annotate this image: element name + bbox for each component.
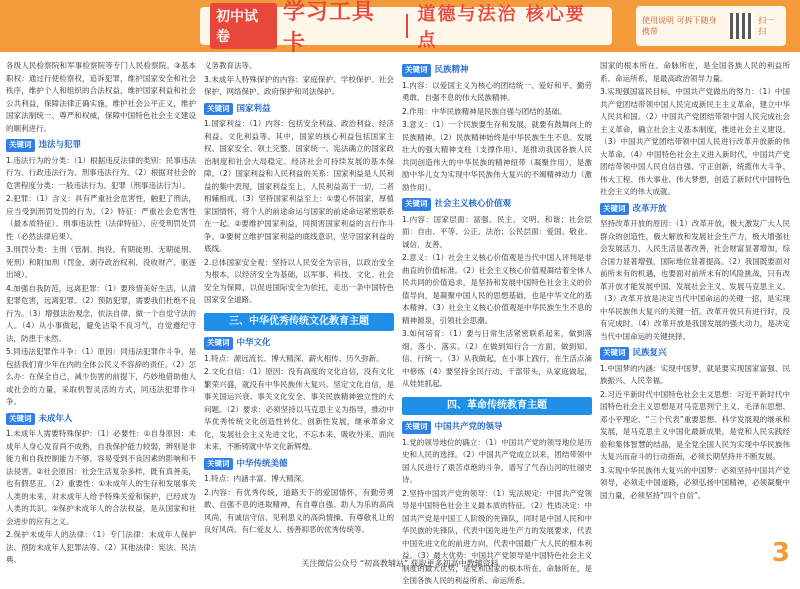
qr-caption: 使用说明 可拆下随身携带 (642, 16, 717, 36)
column-3 (402, 60, 592, 589)
paragraph: 3.实现中华民族伟大复兴的中国梦：必须坚持中国共产党领导，必须走中国道路，必须弘扬中国精神，必须凝聚中国力量，必须坚持“四个自信”。 (600, 465, 790, 500)
page-number: 3 (771, 538, 790, 568)
paragraph: 3.未成年人特殊保护的内容：家庭保护、学校保护、社会保护、网络保护、政府保护和司法保护。 (204, 74, 394, 96)
section-title: 中国共产党的领导 (434, 422, 503, 432)
section-title: 未成年人 (38, 413, 73, 424)
paragraph: 1.国家利益：（1）内容：包括安全利益、政治利益、经济利益、文化利益等。其中，国家的核心利益包括国家主权、国家安全、领土完整、国家统一、宪法确立的国家政治制度和社会大局稳定、经济社会可持续发展的基本保障。（2）国家利益和人民利益的关系：国家利益是人民利益的集中表现，国家利益至上，人民利益高于一切，二者相辅相成。（3）坚持国家利益至上：①要心怀国家，厚植家国情怀，将个人的前途命运与国家的前途命运紧密联系在一起。②要维护国家利益，同损害国家利益的言行作斗争。③要树立维护国家利益的底线意识，坚守国家利益的底线。 (204, 119, 394, 253)
keyword-tag: 关键词 (600, 203, 629, 216)
title-divider (406, 14, 408, 38)
paragraph: 2.文化自信：（1）原因：没有高度的文化自信，没有文化繁荣兴盛，就没有中华民族伟大复兴。坚定文化自信，是事关国运兴衰、事关文化安全、事关民族精神独立性的大问题。（2）要求：必须坚持以马克思主义为指导，推动中华优秀传统文化创造性转化、创新性发展，继承革命文化，发展社会主义先进文化，不忘本来、吸收外来、面向未来，不断铸就中华文化新辉煌。 (204, 367, 394, 451)
section-title: 改革开放 (632, 203, 667, 214)
section-title: 中华传统美德 (236, 458, 288, 469)
qr-label: 扫一扫 (758, 16, 775, 36)
column-2 (204, 60, 394, 538)
section-heading (204, 103, 394, 116)
paragraph: 1.特点：源远流长、博大精深、薪火相传、历久弥新。 (204, 353, 384, 363)
paragraph: 5.同违法犯罪作斗争：（1）原因：同违法犯罪作斗争，是包括我们青少年在内的全体公民义不容辞的责任。（2）怎么办：在保全自己，减少伤害的前提下，巧妙地借助他人或社会的力量，采取机智灵活的方式，同违法犯罪作斗争。 (6, 347, 196, 406)
paragraph: 2.坚持中国共产党的领导：（1）宪法规定：中国共产党领导是中国特色社会主义最本质的特征。（2）性质决定：中国共产党是中国工人阶级的先锋队，同时是中国人民和中华民族的先锋队，代表中国先进生产力的发展要求，代表中国先进文化的前进方向，代表中国最广大人民的根本利益。（3）最大优势：中国共产党领导是中国特色社会主义制度的最大优势，是党和国家的根本所在、命脉所在，是全国各族人民的利益所系、命运所系。 (402, 488, 592, 585)
keyword-tag: 关键词 (6, 413, 35, 426)
paragraph: 1.特点：内涵丰富、博大精深。 (204, 474, 309, 483)
section-heading (402, 198, 592, 211)
paragraph: 1.内容：以爱国主义为核心的团结统一、爱好和平、勤劳勇敢、自强不息的伟大民族精神。 (402, 80, 592, 102)
column-1 (6, 60, 196, 568)
section-heading (204, 458, 394, 471)
paragraph: 2.保护未成年人的法律：（1）专门法律：未成年人保护法、预防未成年人犯罪法等。（2）其他法律：宪法、民法典、 (6, 530, 196, 564)
keyword-tag: 关键词 (402, 421, 431, 434)
section-heading (600, 347, 790, 360)
section-title: 民族精神 (434, 65, 469, 75)
qr-box (636, 6, 786, 46)
section-title: 民族复兴 (632, 348, 667, 358)
qr-code-icon (730, 13, 754, 39)
section-title: 国家利益 (236, 103, 271, 114)
theme-banner: 三、中华优秀传统文化教育主题 (204, 313, 394, 332)
keyword-tag: 关键词 (600, 347, 629, 360)
paragraph: 2.犯罪：（1）含义：具有严重社会危害性，触犯了刑法，应当受到刑罚处罚的行为。（2）特征：严重社会危害性（最本质特征）、刑事违法性（法律特征）、应受刑罚处罚性（必然法律后果）。 (6, 194, 196, 241)
footer-note: 关注微信公众号 “初高教辅站” 获取更多初高中教辅资料 (301, 559, 499, 568)
paragraph: 坚持改革开放的原因：（1）改革开放，极大激发广大人民群众的创造性，极大解放和发展社会生产力，极大增强社会发展活力，人民生活显著改善，社会财富显著增加，综合国力显著增强，国际地位显著提高。（2）我国既要面对前所未有的机遇，也要面对前所未有的风险挑战，只有改革开放才能发展中国、发展社会主义、发展马克思主义。（3）改革开放是决定当代中国命运的关键一招，是实现中华民族伟大复兴的关键一招。改革开放只有进行时，没有完成时。（4）改革开放是我国发展的强大动力，是决定当代中国命运的关键抉择。 (600, 219, 790, 341)
section-heading (6, 139, 196, 152)
section-title: 中华文化 (236, 338, 271, 348)
paragraph: 2.总体国家安全观：坚持以人民安全为宗旨，以政治安全为根本，以经济安全为基础，以军事、科技、文化、社会安全为保障，以促进国际安全为依托，走出一条中国特色国家安全道路。 (204, 257, 394, 304)
section-heading (402, 64, 592, 77)
section-heading (600, 203, 790, 216)
paragraph: 3.刑罚分类：主刑（管制、拘役、有期徒刑、无期徒刑、死刑）和附加刑（罚金、剥夺政治权利、没收财产、驱逐出境）。 (6, 245, 196, 279)
paragraph: 3.如何培育：（1）要与日常生活紧密联系起来，做到落细、落小、落实。（2）在做到知行合一方面，做到知、信、行统一。（3）从我做起，在小事上践行，在生活点滴中修炼（4）要坚持全民行动、干部带头，从家庭做起，从娃娃抓起。 (402, 329, 592, 388)
keyword-tag: 关键词 (204, 458, 233, 471)
paragraph: 2.作用：中华民族精神是民族自强与团结的基础。 (402, 106, 567, 116)
section-heading (402, 421, 592, 434)
paragraph: 3.实现强国富民目标，中国共产党做出的努力：（1）中国共产党团结带领中国人民完成新民主主义革命，建立中华人民共和国。（2）中国共产党团结带领中国人民完成社会主义革命，确立社会主义基本制度，推进社会主义建设。（3）中国共产党团结带领中国人民进行改革开放新的伟大革命。（4）中国特色社会主义进入新时代，中国共产党团结带领中国人民自信自强、守正创新，统揽伟大斗争、伟大工程、伟大事业、伟大梦想，创造了新时代中国特色社会主义的伟大成就。 (600, 87, 790, 196)
paragraph: 1.违法行为的分类：（1）根据违反法律的类别：民事违法行为、行政违法行为、刑事违法行为。（2）根据对社会的危害程度分类：一般违法行为、犯罪（刑事违法行为）。 (6, 155, 196, 190)
keyword-tag: 关键词 (402, 64, 431, 77)
paragraph: 1.党的领导地位的确立：（1）中国共产党的领导地位是历史和人民的选择。（2）中国共产党成立以来，团结带领中国人民进行了艰苦卓绝的斗争，谱写了气吞山河的壮丽史诗。 (402, 437, 592, 484)
paragraph: 1.中国梦的内涵：实现中国梦，就是要实现国家富强、民族振兴、人民幸福。 (600, 363, 790, 385)
column-4 (600, 60, 790, 503)
keyword-tag: 关键词 (204, 103, 233, 116)
paragraph: 各级人民检察院和军事检察院等专门人民检察院。③基本职权：通过行使检察权，追诉犯罪，维护国家安全和社会秩序，维护个人和组织的合法权益，维护国家利益和社会公共利益，保障法律正确实施，维护社会公平正义，维护国家法制统一、尊严和权威，保障中国特色社会主义建设的顺利进行。 (6, 61, 196, 133)
exam-badge: 初中试卷 (210, 3, 277, 49)
subject-title: 道德与法治 核心要点 (417, 4, 586, 51)
section-title: 社会主义核心价值观 (434, 199, 512, 209)
tool-card-title: 学习工具卡 (282, 0, 375, 56)
section-title: 违法与犯罪 (38, 140, 82, 150)
paragraph: 4.加强自我防范，远离犯罪：（1）要珍惜美好生活，认清犯罪危害，远离犯罪。（2）预防犯罪，需要我们杜绝不良行为。（3）增强法治观念，依法自律，做一个自觉守法的人。（4）从小事做起，避免沾染不良习气，自觉遵纪守法，防患于未然。 (6, 283, 196, 343)
keyword-tag: 关键词 (204, 337, 233, 350)
paragraph: 义务教育法等。 (204, 61, 257, 70)
paragraph: 1.内容：国家层面：富强、民主、文明、和谐；社会层面：自由、平等、公正、法治；公民层面：爱国、敬业、诚信、友善。 (402, 214, 592, 249)
keyword-tag: 关键词 (402, 198, 431, 211)
header-title-box (200, 0, 612, 56)
paragraph: 国家的根本所在、命脉所在，是全国各族人民的利益所系、命运所系，是最高政治领导力量。 (600, 61, 790, 83)
paragraph: 1.未成年人需要特殊保护：（1）必要性：①自身原因：未成年人身心发育尚不成熟，自我保护能力较弱，辨别是非能力和自我控制能力不够，容易受到不良因素的影响和不法侵害。②社会原因：社会生活复杂多样，既有真善美，也有假恶丑。（2）重要性：①未成年人的生存和发展事关人类的未来，对未成年人给予特殊关爱和保护，已经成为人类的共识。②保护未成年人的合法权益，是从国家和社会进步的应有之义。 (6, 429, 196, 526)
paragraph: 2.意义：（1）社会主义核心价值观是当代中国人评判是非曲直的价值标准。（2）社会主义核心价值观凝结着全体人民共同的价值追求，是坚持和发展中国特色社会主义的价值导向，是凝聚中国人民的思想基础，也是中华文化的基本精神。（3）社会主义核心价值观是中华民族生生不息的精神源泉，引领社会思潮。 (402, 253, 592, 325)
theme-banner: 四、革命传统教育主题 (402, 397, 592, 416)
paragraph: 2.习近平新时代中国特色社会主义思想：习近平新时代中国特色社会主义思想是对马克思列宁主义、毛泽东思想、邓小平理论、“三个代表”重要思想、科学发展观的继承和发展，是马克思主义中国化最新成果，是党和人民实践经验和集体智慧的结晶，是全党全国人民为实现中华民族伟大复兴而奋斗的行动指南，必须长期坚持并不断发展。 (600, 389, 790, 461)
paragraph: 3.意义：（1）一个民族要生存和发展，就要有鼓舞向上的民族精神。（2）民族精神始终是中华民族生生不息、发展壮大的强大精神支柱（支撑作用），是推动我国各族人民共同创造伟大的中华民族的精神纽带（凝聚作用），是激励中华儿女为实现中华民族伟大复兴的不竭精神动力（激励作用）。 (402, 120, 592, 192)
header-banner (0, 0, 800, 56)
section-heading (204, 337, 394, 350)
section-heading (6, 413, 196, 426)
keyword-tag: 关键词 (6, 139, 35, 152)
paragraph: 2.内容：有优秀传统，道路天下的爱国情怀，有勤劳勇敢、自强不息的进取精神，有自尊自强、助人为乐的高尚风尚，有诚信守信、见利思义的高尚情操，有尊敬礼让的良好风尚。有仁爱友人、扬善抑恶的优秀传统等。 (204, 487, 394, 534)
